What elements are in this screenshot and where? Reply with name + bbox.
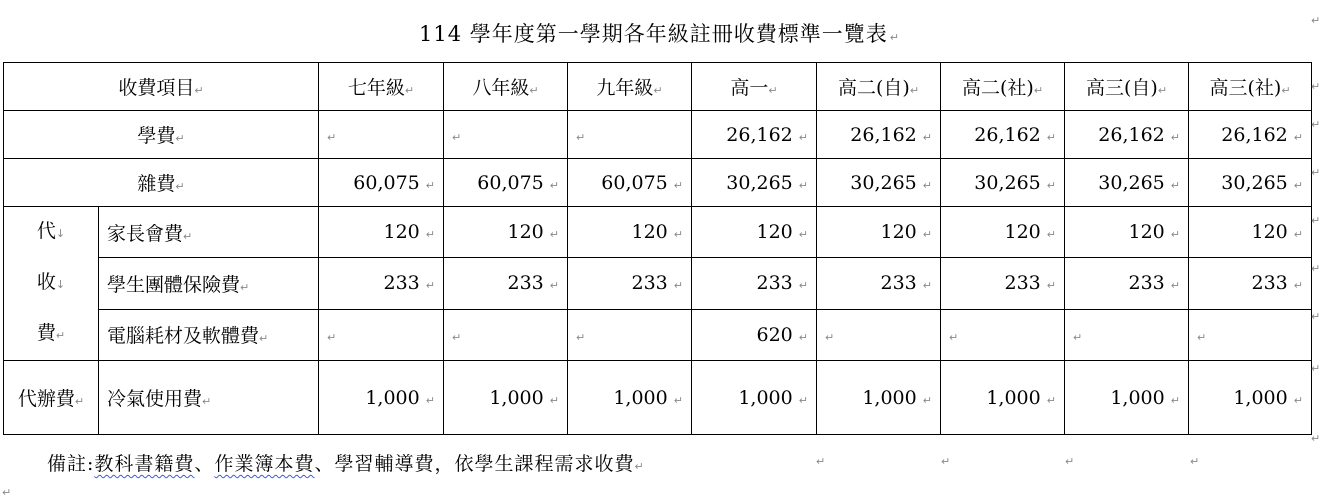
paragraph-mark-icon: ↵ [634,460,645,473]
row-label: 家長會費↵ [99,207,319,258]
paragraph-mark-icon: ↵ [2,486,12,499]
row-label: 雜費↵ [4,159,319,207]
value-cell: 26,162 ↵ [692,111,817,159]
value-cell: ↵ [444,111,568,159]
value-cell: 1,000 ↵ [817,361,941,435]
header-grade: 高二(社)↵ [941,63,1065,111]
value-cell: 120 ↵ [692,207,817,258]
table-row-tuition [4,111,1312,159]
row-end-mark-icon: ↵ [1311,214,1320,227]
value-cell: 60,075 ↵ [444,159,568,207]
value-cell: 120 ↵ [817,207,941,258]
row-label: 學費↵ [4,111,319,159]
row-end-mark-icon: ↵ [1311,80,1320,93]
value-cell: ↵ [817,309,941,360]
value-cell: ↵ [319,309,444,360]
value-cell: 1,000 ↵ [1189,361,1312,435]
group-label-collect: 代↓ 收↓ 費↵ [4,207,99,361]
value-cell: 120 ↵ [444,207,568,258]
title-text: 114 學年度第一學期各年級註冊收費標準一覽表 [419,22,888,46]
value-cell: 26,162 ↵ [1065,111,1189,159]
value-cell: 1,000 ↵ [568,361,692,435]
spellcheck-underlined-text: 教科書籍費 [94,453,195,475]
value-cell: 120 ↵ [1065,207,1189,258]
row-end-mark-icon: ↵ [1311,362,1320,375]
header-row [4,63,1312,111]
value-cell: 233 ↵ [692,258,817,309]
value-cell: 60,075 ↵ [319,159,444,207]
value-cell: 120 ↵ [941,207,1065,258]
footnote: 備註:教科書籍費、作業簿本費、學習輔導費，依學生課程需求收費↵ [47,453,645,475]
value-cell: 1,000 ↵ [692,361,817,435]
value-cell: 1,000 ↵ [1065,361,1189,435]
row-label: 電腦耗材及軟體費↵ [99,309,319,360]
value-cell: ↵ [568,111,692,159]
value-cell: 26,162 ↵ [817,111,941,159]
value-cell: 30,265 ↵ [1065,159,1189,207]
row-end-mark-icon: ↵ [1311,14,1320,27]
value-cell: 233 ↵ [444,258,568,309]
header-item: 收費項目↵ [4,63,319,111]
tab-mark-icon: ↵ [1065,455,1075,468]
row-end-mark-icon: ↵ [1311,166,1320,179]
value-cell: 233 ↵ [319,258,444,309]
tab-mark-icon: ↵ [941,455,951,468]
value-cell: 1,000 ↵ [319,361,444,435]
value-cell: ↵ [1189,309,1312,360]
value-cell: 1,000 ↵ [444,361,568,435]
value-cell: 120 ↵ [319,207,444,258]
header-grade: 八年級↵ [444,63,568,111]
paragraph-mark-icon: ↵ [889,31,900,44]
header-grade: 高二(自)↵ [817,63,941,111]
row-end-mark-icon: ↵ [1311,262,1320,275]
fee-table [3,62,1312,435]
value-cell: 30,265 ↵ [692,159,817,207]
value-cell: 30,265 ↵ [1189,159,1312,207]
tab-mark-icon: ↵ [816,455,826,468]
row-label: 冷氣使用費↵ [99,361,319,435]
header-grade: 九年級↵ [568,63,692,111]
row-label: 學生團體保險費↵ [99,258,319,309]
value-cell: 620 ↵ [692,309,817,360]
value-cell: ↵ [444,309,568,360]
page-title [0,18,1319,48]
value-cell: ↵ [568,309,692,360]
row-end-mark-icon: ↵ [1311,118,1320,131]
value-cell: 233 ↵ [1189,258,1312,309]
table-row-computer-fee [4,309,1312,360]
table-row-insurance-fee [4,258,1312,309]
row-end-mark-icon: ↵ [1311,310,1320,323]
value-cell: 60,075 ↵ [568,159,692,207]
table-row-parent-fee [4,207,1312,258]
table-row-misc [4,159,1312,207]
row-end-mark-icon: ↵ [1311,432,1320,445]
value-cell: 120 ↵ [568,207,692,258]
value-cell: 233 ↵ [1065,258,1189,309]
value-cell: 120 ↵ [1189,207,1312,258]
tab-mark-icon: ↵ [1190,455,1200,468]
header-grade: 高三(自)↵ [1065,63,1189,111]
value-cell: 233 ↵ [817,258,941,309]
value-cell: 26,162 ↵ [1189,111,1312,159]
value-cell: 233 ↵ [941,258,1065,309]
value-cell: 30,265 ↵ [817,159,941,207]
value-cell: ↵ [1065,309,1189,360]
spellcheck-underlined-text: 作業簿本費 [214,453,315,475]
value-cell: ↵ [319,111,444,159]
header-grade: 高一↵ [692,63,817,111]
value-cell: 233 ↵ [568,258,692,309]
header-grade: 七年級↵ [319,63,444,111]
value-cell: 26,162 ↵ [941,111,1065,159]
table-row-ac-fee [4,361,1312,435]
header-grade: 高三(社)↵ [1189,63,1312,111]
group-label-agency: 代辦費↵ [4,361,99,435]
value-cell: 30,265 ↵ [941,159,1065,207]
value-cell: ↵ [941,309,1065,360]
value-cell: 1,000 ↵ [941,361,1065,435]
